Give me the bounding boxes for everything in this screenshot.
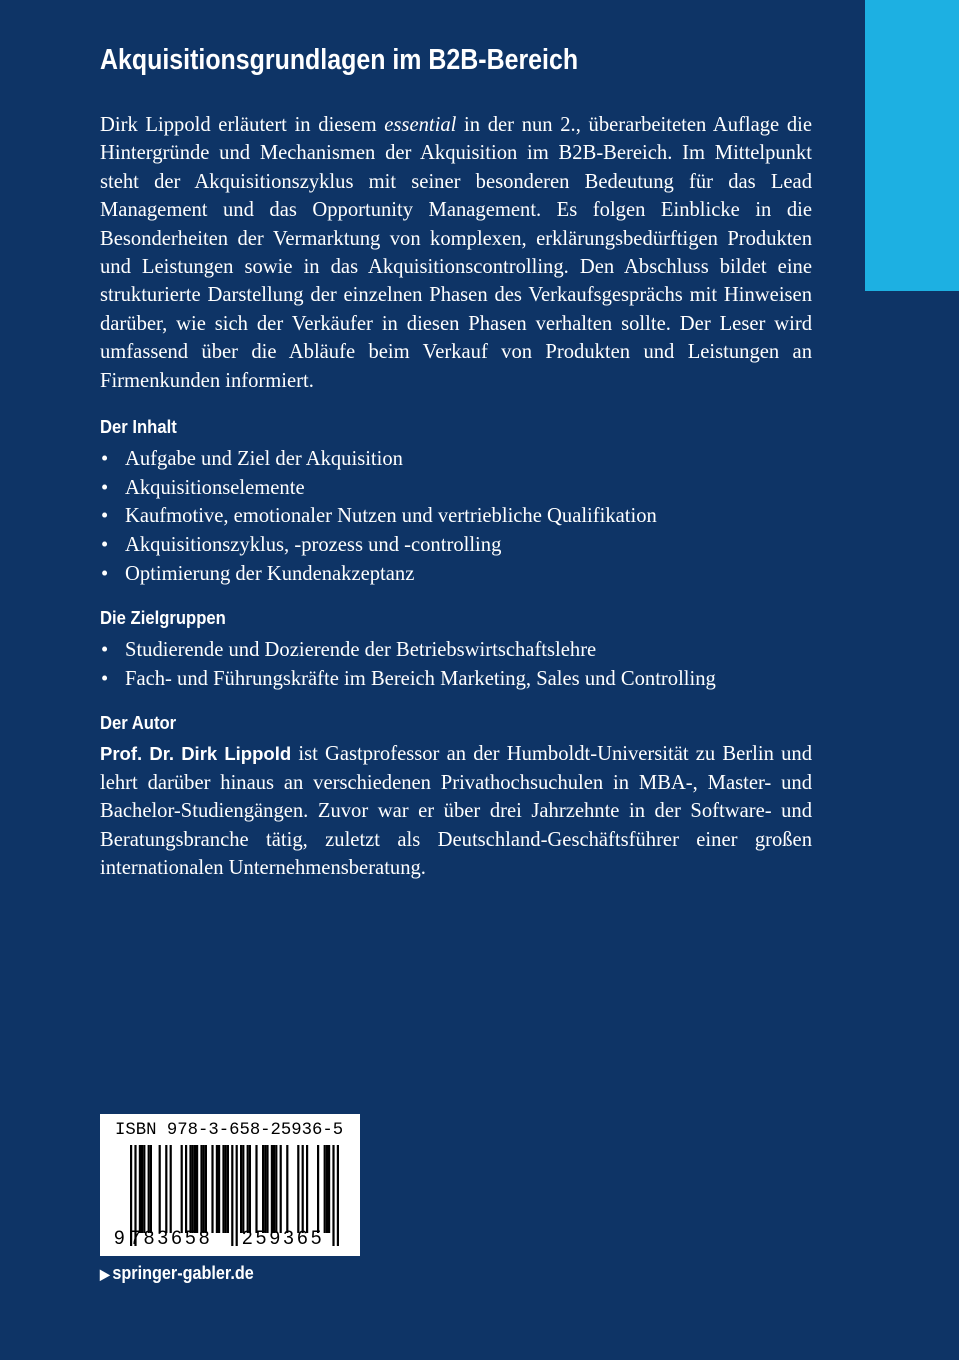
barcode-bar bbox=[324, 1145, 326, 1233]
bullet-icon: • bbox=[101, 505, 109, 528]
barcode-bar bbox=[216, 1145, 218, 1233]
publisher-link[interactable] bbox=[100, 1263, 254, 1284]
barcode-bar bbox=[297, 1145, 299, 1233]
isbn-label: ISBN 978-3-658-25936-5 bbox=[115, 1121, 344, 1140]
barcode-bar bbox=[192, 1145, 194, 1233]
autor-heading: Der Autor bbox=[100, 712, 177, 733]
barcode-bar bbox=[218, 1145, 220, 1233]
barcode-right-digits: 259365 bbox=[242, 1228, 325, 1249]
isbn-barcode-box bbox=[100, 1114, 360, 1256]
barcode-bar bbox=[211, 1145, 213, 1233]
author-bio: ist Gastprofessor an der Humboldt-Universität zu Berlin und lehrt darüber hinaus an verschiedenen Privathochsuchulen in MBA-, Master- und Bachelor-Studiengängen. Zuvor war er über drei Jahrzehnte in der Software- und Beratungsbranche tätig, zuletzt als Deutschland-Geschäftsführer einer großen internationalen Unternehmensberatung. bbox=[100, 743, 812, 880]
list-item: • Optimierung der Kundenakzeptanz bbox=[100, 560, 657, 589]
barcode-bar bbox=[148, 1145, 150, 1233]
barcode-bar bbox=[185, 1145, 187, 1233]
barcode-bar bbox=[273, 1145, 275, 1233]
list-item: • Fach- und Führungskräfte im Bereich Marketing, Sales und Controlling bbox=[100, 665, 716, 694]
barcode-bar bbox=[205, 1145, 207, 1233]
barcode-bar bbox=[141, 1145, 143, 1233]
barcode-digits bbox=[100, 1228, 360, 1252]
barcode-bar bbox=[194, 1145, 196, 1233]
barcode-bar bbox=[328, 1145, 330, 1233]
author-paragraph bbox=[100, 740, 812, 883]
barcode-bar bbox=[271, 1145, 273, 1233]
list-item: • Aufgabe und Ziel der Akquisition bbox=[100, 445, 657, 474]
intro-emphasis: essential bbox=[384, 114, 457, 136]
zielgruppen-list bbox=[100, 636, 716, 693]
barcode-bar bbox=[203, 1145, 205, 1233]
barcode-bar bbox=[255, 1145, 257, 1233]
bullet-icon: • bbox=[101, 534, 109, 557]
bullet-icon: • bbox=[101, 562, 109, 585]
author-name: Prof. Dr. Dirk Lippold bbox=[100, 743, 292, 764]
barcode-bar bbox=[306, 1145, 308, 1233]
list-item: • Akquisitionselemente bbox=[100, 474, 657, 503]
barcode-bar bbox=[326, 1145, 328, 1233]
barcode-bar bbox=[143, 1145, 145, 1233]
barcode-bar bbox=[275, 1145, 277, 1233]
accent-color-block bbox=[865, 0, 959, 291]
publisher-url: springer-gabler.de bbox=[112, 1263, 254, 1283]
barcode-first-digit: 9 bbox=[114, 1228, 125, 1249]
list-item: • Studierende und Dozierende der Betriebswirtschaftslehre bbox=[100, 636, 716, 665]
barcode-bar bbox=[181, 1145, 183, 1233]
barcode-bar bbox=[227, 1145, 229, 1233]
barcode-bar bbox=[189, 1145, 191, 1233]
barcode-bar bbox=[150, 1145, 152, 1233]
barcode-bar bbox=[165, 1145, 167, 1233]
book-title: Akquisitionsgrundlagen im B2B-Bereich bbox=[100, 44, 579, 76]
list-item: • Kaufmotive, emotionaler Nutzen und vertriebliche Qualifikation bbox=[100, 502, 657, 531]
barcode-bar bbox=[264, 1145, 266, 1233]
barcode-bar bbox=[196, 1145, 198, 1233]
bullet-icon: • bbox=[101, 639, 109, 661]
barcode-bar bbox=[159, 1145, 161, 1233]
barcode-bar bbox=[225, 1145, 227, 1233]
barcode-bar bbox=[280, 1145, 282, 1233]
barcode-bar bbox=[247, 1145, 249, 1233]
barcode-bar bbox=[286, 1145, 288, 1233]
barcode-left-digits: 783658 bbox=[130, 1228, 213, 1249]
barcode-bar bbox=[242, 1145, 244, 1233]
bullet-icon: • bbox=[101, 448, 109, 470]
inhalt-list bbox=[100, 445, 657, 589]
barcode-bar bbox=[139, 1145, 141, 1233]
intro-paragraph bbox=[100, 111, 812, 395]
inhalt-heading: Der Inhalt bbox=[100, 416, 177, 437]
barcode-bar bbox=[317, 1145, 319, 1233]
arrow-right-icon: ▶ bbox=[100, 1266, 110, 1282]
barcode-bar bbox=[170, 1145, 172, 1233]
intro-text-rest: in der nun 2., überarbeiteten Auflage die Hintergründe und Mechanismen der Akquisition im B2B-Bereich. Im Mittelpunkt steht der Akquisitionszyklus mit seiner besonderen Bedeutung für das Lead Management und das Opportunity Management. Es folgen Einblicke in die Besonderheiten der Vermarktung von komplexen, erklärungsbedürftigen Produkten und Leistungen sowie in das Akquisitionscontrolling. Den Abschluss bildet eine strukturierte Darstellung der einzelnen Phasen des Verkaufsgesprächs mit Hinweisen darüber, wie sich der Verkäufer in diesen Phasen verhalten sollte. Der Leser wird umfassend über die Abläufe beim Verkauf von Produkten und Leistungen an Firmenkunden informiert. bbox=[100, 114, 812, 392]
barcode-bar bbox=[222, 1145, 224, 1233]
barcode-bar bbox=[249, 1145, 251, 1233]
intro-text-start: Dirk Lippold erläutert in diesem bbox=[100, 114, 385, 136]
bullet-icon: • bbox=[101, 476, 109, 499]
barcode-bar bbox=[266, 1145, 268, 1233]
barcode-bar bbox=[302, 1145, 304, 1233]
barcode-bar bbox=[262, 1145, 264, 1233]
zielgruppen-heading: Die Zielgruppen bbox=[100, 607, 226, 628]
barcode-bar bbox=[240, 1145, 242, 1233]
bullet-icon: • bbox=[101, 667, 109, 690]
barcode-bar bbox=[200, 1145, 202, 1233]
list-item: • Akquisitionszyklus, -prozess und -controlling bbox=[100, 531, 657, 560]
